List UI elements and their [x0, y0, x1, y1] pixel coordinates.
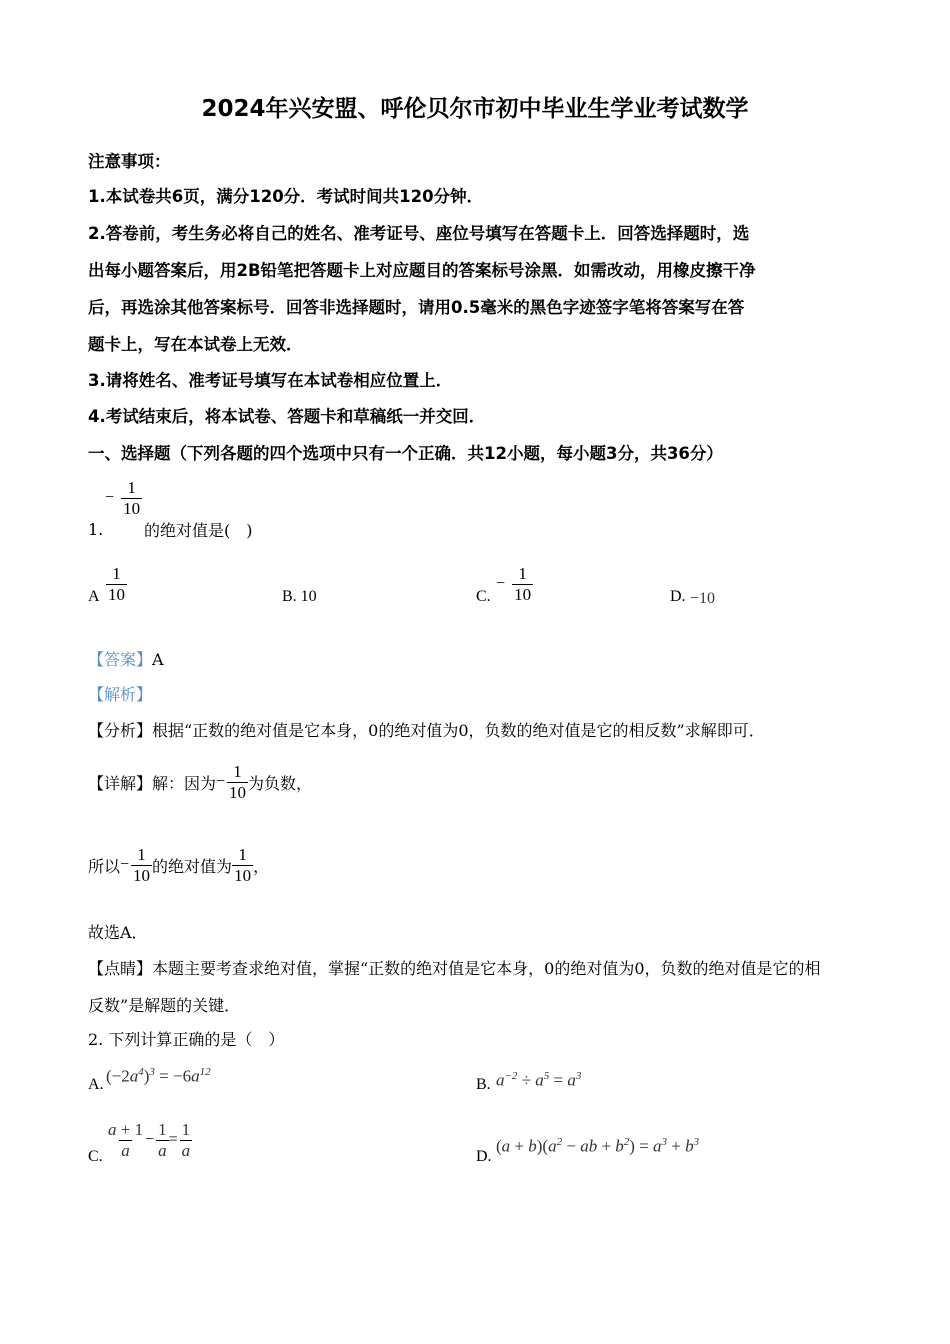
section-heading: 一、选择题（下列各题的四个选项中只有一个正确．共12小题，每小题3分，共36分） [88, 444, 723, 463]
q1-answer [88, 647, 164, 670]
q2-option-d-label: D. [476, 1148, 492, 1165]
q2-option-a-expr: $(-2a^4)^3 = -6a^{12}$ [106, 1066, 211, 1086]
detail-minus: − [216, 773, 226, 791]
page-title: 2024年兴安盟、呼伦贝尔市初中毕业生学业考试数学 [201, 96, 749, 122]
detail-frac-den: 10 [229, 782, 247, 802]
q2-option-d-expr: $(a + b)(a^2$ − ab + $b^2) = a^3 + b^3$ [496, 1136, 700, 1156]
q1-opt-c-num: 1 [518, 564, 527, 583]
q1-option-d-label: D. [670, 588, 686, 605]
q1-option-a-label: A [88, 588, 100, 605]
q2-option-b-expr: $a^{-2} \div a^5 = a^3$ [496, 1070, 582, 1090]
q1-fraction [121, 478, 142, 518]
q2-option-b-label: B. [476, 1076, 491, 1093]
detail-prefix: 【详解】解：因为 [88, 773, 217, 793]
notes-item-2-line-2: 出每小题答案后，用2B铅笔把答题卡上对应题目的答案标号涂黑．如需改动，用橡皮擦干净 [88, 261, 756, 280]
q1-fenxi: 【分析】根据“正数的绝对值是它本身，0的绝对值为0，负数的绝对值是它的相反数”求解即可． [88, 721, 765, 740]
notes-item-1: 1.本试卷共6页，满分120分．考试时间共120分钟． [88, 187, 484, 206]
answer-value: A [152, 650, 164, 669]
q1-so [88, 845, 269, 885]
q1-detail [88, 762, 312, 802]
answer-tag: 【答案】 [88, 650, 153, 669]
q1-expression [105, 478, 142, 518]
notes-item-3: 3.请将姓名、准考证号填写在本试卷相应位置上． [88, 371, 453, 390]
so-suffix: ， [253, 856, 270, 876]
q1-option-b: B. 10 [282, 588, 317, 605]
so-frac2-num: 1 [238, 845, 247, 864]
q1-frac-den: 10 [123, 498, 141, 518]
detail-frac-num: 1 [233, 762, 242, 781]
q1-opt-a-num: 1 [112, 564, 121, 583]
q1-opt-c-minus: − [496, 575, 506, 593]
notes-item-2-line-3: 后，再选涂其他答案标号．回答非选择题时，请用0.5毫米的黑色字迹签字笔将答案写在答 [88, 298, 745, 317]
q1-option-a [106, 564, 127, 604]
q1-option-c [496, 564, 533, 604]
q2-option-a-label: A. [88, 1076, 104, 1093]
q2-option-c-expr: $\frac{a + 1}{a}$ − $\frac{1}{a}$ = $\frac{1}{a}$ [108, 1120, 191, 1160]
so-mid: 的绝对值为 [152, 856, 233, 876]
so-minus: − [120, 856, 130, 874]
q1-choose: 故选A． [88, 923, 148, 942]
q1-opt-c-den: 10 [514, 584, 532, 604]
q1-opt-a-den: 10 [108, 584, 125, 604]
q1-option-d-value: −10 [690, 590, 716, 607]
notes-item-2-line-1: 2.答卷前，考生务必将自己的姓名、准考证号、座位号填写在答题卡上．回答选择题时，选 [88, 224, 750, 243]
q1-option-c-label: C. [476, 588, 491, 605]
notes-heading: 注意事项： [88, 152, 171, 171]
q2-option-c-label: C. [88, 1148, 103, 1165]
q1-number: 1. [88, 520, 104, 539]
so-prefix: 所以 [88, 856, 121, 876]
q1-minus-sign: − [105, 489, 115, 507]
detail-suffix: 为负数， [248, 773, 313, 793]
notes-item-2-line-4: 题卡上，写在本试卷上无效． [88, 335, 303, 354]
notes-item-4: 4.考试结束后，将本试卷、答题卡和草稿纸一并交回． [88, 407, 486, 426]
so-frac2-den: 10 [234, 865, 252, 885]
q1-comment-line-1: 【点睛】本题主要考查求绝对值，掌握“正数的绝对值是它本身，0的绝对值为0，负数的绝对值是它的相 [88, 959, 821, 978]
so-frac1-num: 1 [137, 845, 146, 864]
analysis-tag: 【解析】 [88, 685, 153, 704]
q1-frac-num: 1 [127, 478, 136, 497]
so-frac1-den: 10 [133, 865, 151, 885]
q1-stem: 的绝对值是( ) [144, 521, 253, 540]
q2-stem: 2. 下列计算正确的是（ ） [88, 1030, 285, 1049]
q1-comment-line-2: 反数”是解题的关键． [88, 996, 241, 1015]
